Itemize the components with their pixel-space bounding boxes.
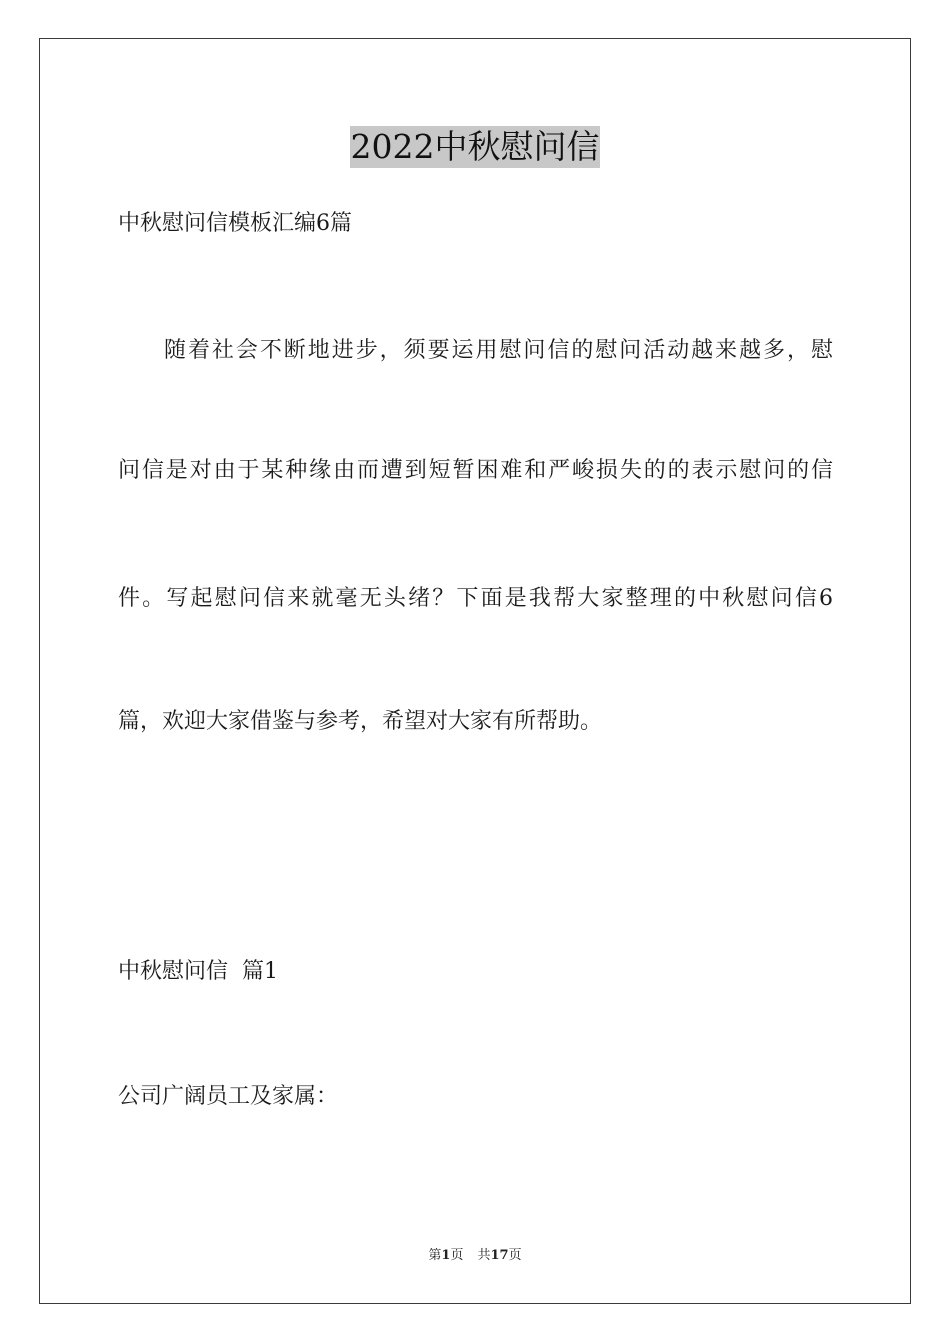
intro-line-2: 问信是对由于某种缘由而遭到短暂困难和严峻损失的的表示慰问的信 [118, 458, 833, 483]
title-container [0, 126, 950, 168]
footer-page-suffix: 页 [450, 1248, 464, 1263]
footer-total-prefix: 共 [477, 1248, 491, 1263]
intro-line-3: 件。写起慰问信来就毫无头绪？下面是我帮大家整理的中秋慰问信6 [118, 586, 833, 611]
salutation: 公司广阔员工及家属： [118, 1084, 339, 1109]
page-footer [0, 1246, 950, 1266]
intro-line-1: 随着社会不断地进步，须要运用慰问信的慰问活动越来越多，慰 [164, 338, 833, 363]
intro-line-4: 篇，欢迎大家借鉴与参考，希望对大家有所帮助。 [118, 709, 603, 734]
document-subtitle: 中秋慰问信模板汇编6篇 [118, 211, 352, 236]
footer-total-suffix: 页 [508, 1248, 522, 1263]
section-heading: 中秋慰问信 篇1 [118, 959, 278, 984]
document-title: 2022中秋慰问信 [350, 127, 600, 166]
footer-page-prefix: 第 [428, 1248, 442, 1263]
footer-page-number: 1 [441, 1248, 451, 1263]
footer-total-pages: 17 [490, 1248, 509, 1263]
